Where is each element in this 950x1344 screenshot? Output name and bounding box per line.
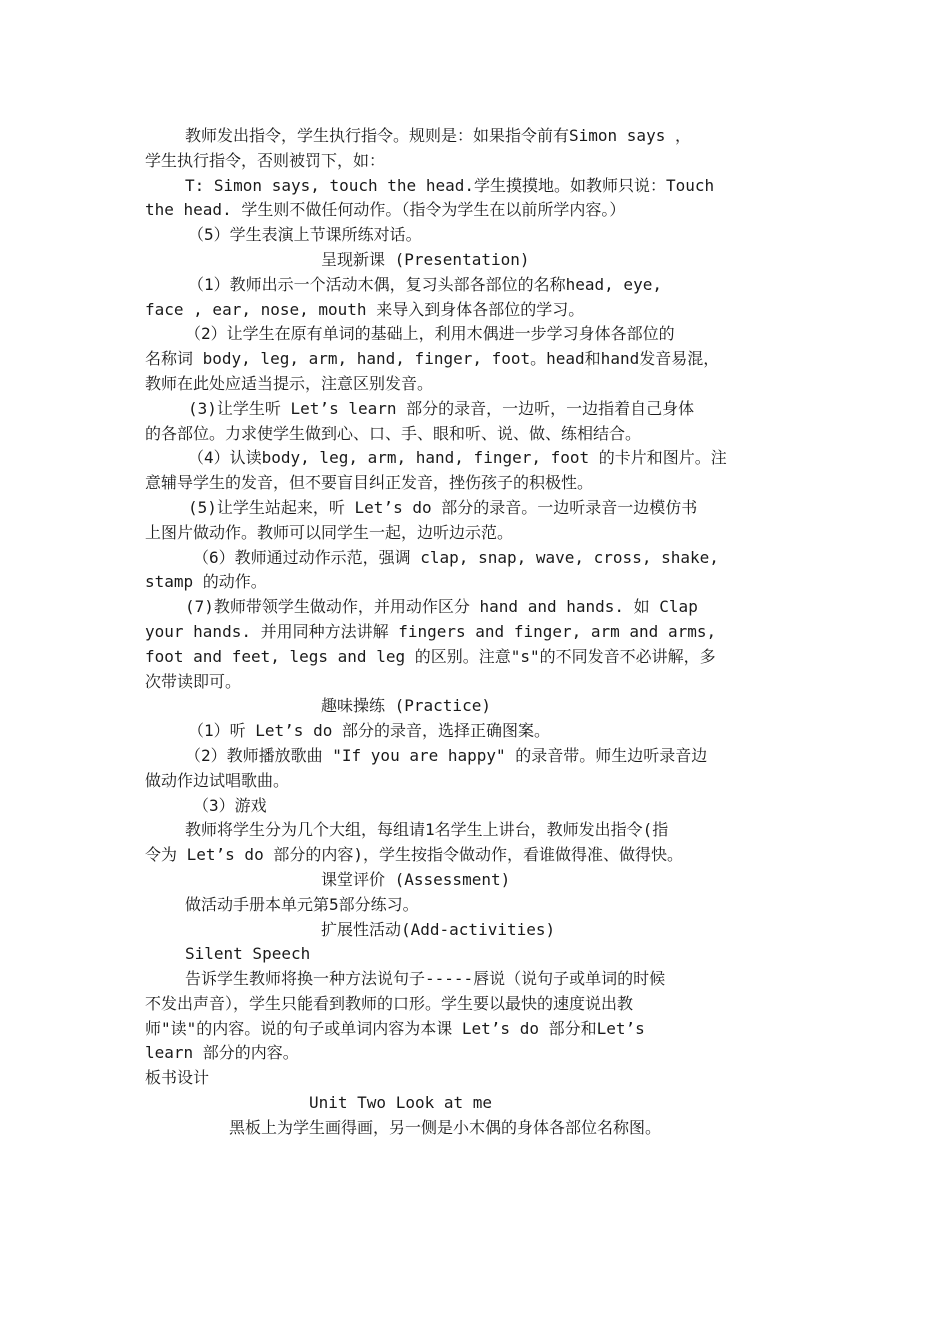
text-line: （2）教师播放歌曲 "If you are happy" 的录音带。师生边听录音边 [185,745,708,765]
text-line: （5）学生表演上节课所练对话。 [188,225,422,245]
text-line: 不发出声音），学生只能看到教师的口形。学生要以最快的速度说出教 [145,993,634,1013]
section-heading: 呈现新课 (Presentation) [321,249,530,269]
text-line: 教师在此处应适当提示，注意区别发音。 [145,373,434,393]
text-line: (5)让学生站起来，听 Let’s do 部分的录音。一边听录音一边模仿书 [188,497,698,517]
text-line: 名称词 body, leg, arm, hand, finger, foot。head和hand发音易混， [145,349,720,369]
text-line: 告诉学生教师将换一种方法说句子-----唇说（说句子或单词的时候 [185,969,666,989]
text-line: your hands. 并用同种方法讲解 fingers and finger, arm and arms, [145,621,717,641]
text-line: learn 部分的内容。 [145,1043,299,1063]
text-line: the head. 学生则不做任何动作。（指令为学生在以前所学内容。） [145,200,626,220]
text-line: 教师发出指令，学生执行指令。规则是：如果指令前有Simon says ， [185,126,691,145]
text-line: （1）听 Let’s do 部分的录音，选择正确图案。 [188,721,550,741]
text-line: foot and feet, legs and leg 的区别。注意"s"的不同发音不必讲解，多 [145,646,716,666]
text-line: （2）让学生在原有单词的基础上，利用木偶进一步学习身体各部位的 [185,324,675,344]
document-body [145,124,810,1141]
text-line: 上图片做动作。教师可以同学生一起，边听边示范。 [145,522,514,542]
section-heading: 扩展性活动(Add-activities) [321,919,556,939]
text-line: 黑板上为学生画得画，另一侧是小木偶的身体各部位名称图。 [229,1117,662,1137]
text-line: T: Simon says, touch the head.学生摸摸地。如教师只说：Touch [185,175,715,195]
text-line: 学生执行指令，否则被罚下，如： [145,150,386,170]
text-line: 的各部位。力求使学生做到心、口、手、眼和听、说、做、练相结合。 [145,423,642,443]
section-heading: 课堂评价 (Assessment) [321,869,511,889]
text-line: face , ear, nose, mouth 来导入到身体各部位的学习。 [145,299,585,319]
section-label: 板书设计 [145,1068,210,1088]
text-line: 教师将学生分为几个大组，每组请1名学生上讲台，教师发出指令(指 [185,820,669,840]
text-line: Silent Speech [185,944,311,964]
text-line: (3)让学生听 Let’s learn 部分的录音，一边听，一边指着自己身体 [188,398,695,418]
text-line: 令为 Let’s do 部分的内容)，学生按指令做动作，看谁做得准、做得快。 [145,845,683,865]
text-line: （6）教师通过动作示范，强调 clap, snap, wave, cross, shake, [193,547,719,567]
text-line: (7)教师带领学生做动作，并用动作区分 hand and hands. 如 Clap [185,597,698,617]
text-line: 做活动手册本单元第5部分练习。 [185,894,419,914]
text-line: 师"读"的内容。说的句子或单词内容为本课 Let’s do 部分和Let’s [145,1018,645,1038]
text-line: （4）认读body, leg, arm, hand, finger, foot 的卡片和图片。注 [188,448,727,468]
text-line: （1）教师出示一个活动木偶，复习头部各部位的名称head, eye, [188,274,662,294]
text-line: 做动作边试唱歌曲。 [145,770,290,790]
text-line: 次带读即可。 [145,671,242,691]
text-line: stamp 的动作。 [145,572,267,592]
text-line: （3）游戏 [193,795,267,815]
board-title: Unit Two Look at me [309,1093,493,1113]
text-line: 意辅导学生的发音，但不要盲目纠正发音，挫伤孩子的积极性。 [145,473,594,493]
section-heading: 趣味操练 (Practice) [321,696,491,716]
